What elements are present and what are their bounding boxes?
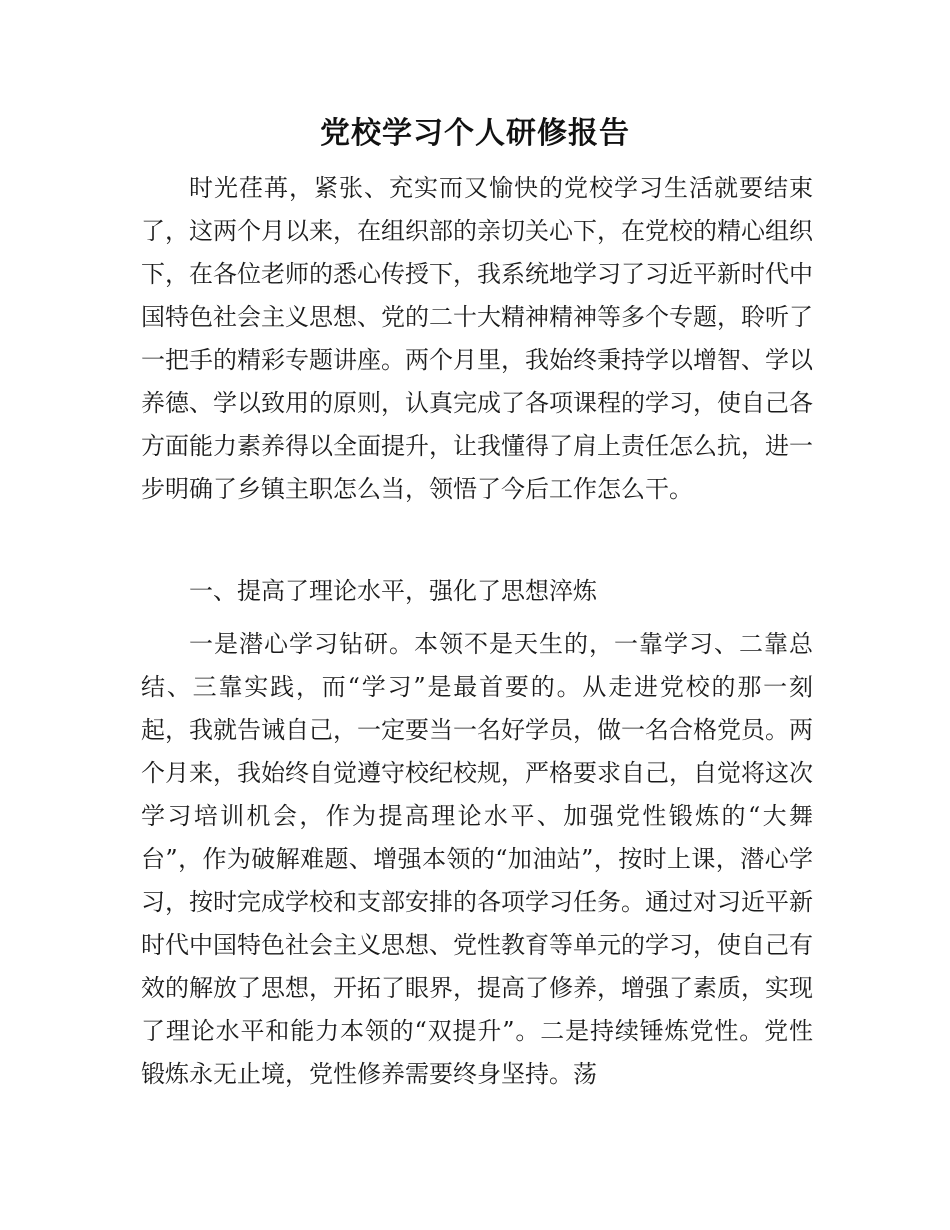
intro-paragraph: 时光荏苒，紧张、充实而又愉快的党校学习生活就要结束了，这两个月以来，在组织部的亲切关心下，在党校的精心组织下，在各位老师的悉心传授下，我系统地学习了习近平新时代中国特色社会主义思想、党的二十大精神精神等多个专题，聆听了一把手的精彩专题讲座。两个月里，我始终秉持学以增智、学以养德、学以致用的原则，认真完成了各项课程的学习，使自己各方面能力素养得以全面提升，让我懂得了肩上责任怎么抗，进一步明确了乡镇主职怎么当，领悟了今后工作怎么干。 [141, 174, 813, 503]
document-title: 党校学习个人研修报告 [320, 116, 630, 151]
body-paragraph: 一是潜心学习钻研。本领不是天生的，一靠学习、二靠总结、三靠实践，而“学习”是最首要的。从走进党校的那一刻起，我就告诫自己，一定要当一名好学员，做一名合格党员。两个月来，我始终自觉遵守校纪校规，严格要求自己，自觉将这次学习培训机会，作为提高理论水平、加强党性锻炼的“大舞台”，作为破解难题、增强本领的“加油站”，按时上课，潜心学习，按时完成学校和支部安排的各项学习任务。通过对习近平新时代中国特色社会主义思想、党性教育等单元的学习，使自己有效的解放了思想，开拓了眼界，提高了修养，增强了素质，实现了理论水平和能力本领的“双提升”。二是持续锤炼党性。党性锻炼永无止境，党性修养需要终身坚持。荡 [141, 630, 813, 1088]
section-heading: 一、提高了理论水平，强化了思想淬炼 [189, 577, 597, 605]
